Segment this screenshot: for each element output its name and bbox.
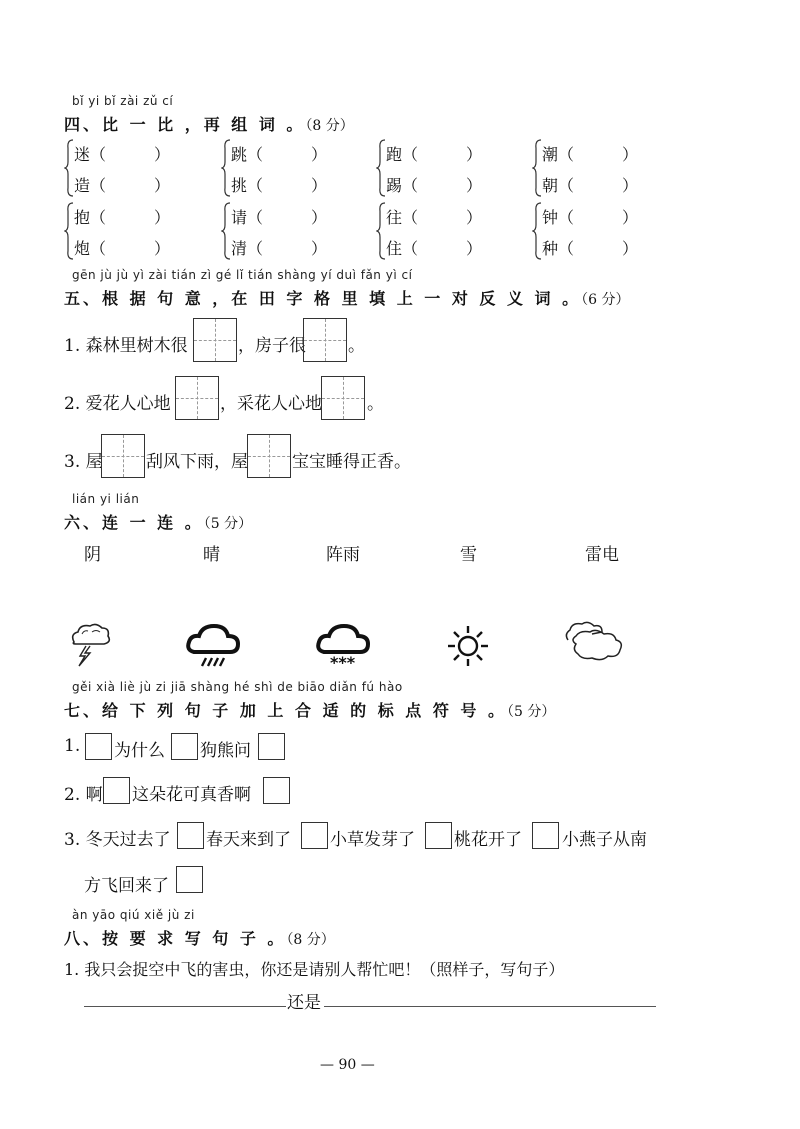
word-answer-blank[interactable] [406,236,464,256]
close-paren: ） [466,208,483,227]
punctuation-box[interactable] [301,822,328,849]
punctuation-box[interactable] [258,733,285,760]
s7-l2-text1: 2. 啊 [64,785,103,805]
compare-char: 潮（ [542,145,575,164]
s4-title-text: 四、比 一 比 ，再 组 词 。 [64,115,306,134]
s5-q3-part1: 3. 屋 [64,452,103,472]
compare-char: 跑（ [386,145,419,164]
s7-score: （5 分） [507,704,556,720]
s6-word-sunny[interactable]: 晴 [203,545,220,565]
close-paren: ） [154,239,171,258]
s8-mid-word: 还是 [287,993,321,1013]
word-answer-blank[interactable] [251,173,309,193]
word-answer-blank[interactable] [406,173,464,193]
brace-icon [64,138,74,202]
s5-q1-part2: ，房子很 [238,336,306,356]
s7-l3-text3: 小草发芽了 [330,830,415,850]
word-answer-blank[interactable] [94,205,152,225]
compare-char: 清（ [231,239,264,258]
punctuation-box[interactable] [176,866,203,893]
tianzige-box[interactable] [321,376,365,420]
s5-q2-part2: ，采花人心地 [220,394,322,414]
s6-title [64,510,252,533]
s5-q2-part1: 2. 爱花人心地 [64,394,171,414]
s7-title [64,698,555,721]
s5-q3-part2: 刮风下雨，屋 [146,452,248,472]
s5-pinyin: gēn jù jù yì zài tián zì gé lǐ tián shàng yí duì fǎn yì cí [72,268,413,282]
s4-score: （8 分） [305,118,354,134]
tianzige-box[interactable] [101,434,145,478]
close-paren: ） [466,145,483,164]
s7-l3-text1: 3. 冬天过去了 [64,830,171,850]
word-answer-blank[interactable] [251,205,309,225]
close-paren: ） [622,239,639,258]
compare-char: 住（ [386,239,419,258]
s7-title-text: 七、给 下 列 句 子 加 上 合 适 的 标 点 符 号 。 [64,701,507,720]
word-answer-blank[interactable] [251,236,309,256]
close-paren: ） [154,208,171,227]
s5-title-text: 五、根 据 句 意 ，在 田 字 格 里 填 上 一 对 反 义 词 。 [64,289,582,308]
tianzige-box[interactable] [175,376,219,420]
close-paren: ） [311,176,328,195]
compare-char: 请（ [231,208,264,227]
compare-char: 朝（ [542,176,575,195]
s5-title [64,286,630,309]
punctuation-box[interactable] [263,777,290,804]
word-answer-blank[interactable] [94,142,152,162]
s8-title [64,926,335,949]
punctuation-box[interactable] [177,822,204,849]
close-paren: ） [154,145,171,164]
compare-char: 跳（ [231,145,264,164]
word-answer-blank[interactable] [94,173,152,193]
tianzige-box[interactable] [193,318,237,362]
s7-l3-text2: 春天来到了 [206,830,291,850]
answer-line[interactable] [324,1006,656,1007]
brace-icon [221,201,231,265]
svg-text:***: *** [330,653,356,670]
s8-pinyin: àn yāo qiú xiě jù zi [72,908,195,922]
compare-char: 造（ [74,176,107,195]
punctuation-box[interactable] [425,822,452,849]
punctuation-box[interactable] [103,777,130,804]
s8-score: （8 分） [286,932,335,948]
s7-l2-text2: 这朵花可真香啊 [132,785,251,805]
punctuation-box[interactable] [85,733,112,760]
tianzige-box[interactable] [303,318,347,362]
brace-icon [376,201,386,265]
s5-score: （6 分） [581,292,630,308]
compare-char: 种（ [542,239,575,258]
close-paren: ） [311,145,328,164]
compare-char: 抱（ [74,208,107,227]
brace-icon [376,138,386,202]
s6-word-snow[interactable]: 雪 [460,545,477,565]
word-answer-blank[interactable] [562,205,620,225]
word-answer-blank[interactable] [251,142,309,162]
word-answer-blank[interactable] [406,205,464,225]
punctuation-box[interactable] [532,822,559,849]
s7-l1-num: 1. [64,736,81,756]
close-paren: ） [154,176,171,195]
close-paren: ） [466,239,483,258]
word-answer-blank[interactable] [406,142,464,162]
word-answer-blank[interactable] [94,236,152,256]
close-paren: ） [311,208,328,227]
snow-cloud-icon[interactable] [316,622,372,670]
s5-q1-part1: 1. 森林里树木很 [64,336,188,356]
s6-word-shower[interactable]: 阵雨 [326,545,360,565]
compare-char: 挑（ [231,176,264,195]
s6-title-text: 六、连 一 连 。 [64,513,204,532]
s6-word-overcast[interactable]: 阴 [84,545,101,565]
word-answer-blank[interactable] [562,142,620,162]
page-number: — 90 — [320,1057,375,1073]
brace-icon [532,201,542,265]
s5-q2-part3: 。 [367,394,384,414]
close-paren: ） [622,208,639,227]
s4-pinyin: bǐ yi bǐ zài zǔ cí [72,94,174,108]
s5-q3-part3: 宝宝睡得正香。 [292,452,411,472]
thunder-cloud-icon[interactable] [66,620,116,670]
word-answer-blank[interactable] [562,173,620,193]
s7-l1-text1: 为什么 [114,741,165,761]
sun-icon[interactable] [446,624,490,668]
close-paren: ） [622,176,639,195]
s7-l1-text2: 狗熊问 [200,741,251,761]
s7-l3-text4: 桃花开了 [454,830,522,850]
s7-l4-text1: 方飞回来了 [84,876,169,896]
s6-score: （5 分） [203,516,253,532]
compare-char: 炮（ [74,239,107,258]
brace-icon [64,201,74,265]
s5-q1-part3: 。 [348,336,365,356]
s8-title-text: 八、按 要 求 写 句 子 。 [64,929,287,948]
s8-q1-prompt: 1. 我只会捉空中飞的害虫，你还是请别人帮忙吧！（照样子，写句子） [64,960,565,979]
compare-char: 往（ [386,208,419,227]
cloudy-icon[interactable] [562,620,626,664]
brace-icon [221,138,231,202]
s7-pinyin: gěi xià liè jù zi jiā shàng hé shì de biāo diǎn fú hào [72,680,403,694]
close-paren: ） [622,145,639,164]
s6-word-thunder[interactable]: 雷电 [585,545,619,565]
answer-line[interactable] [84,1006,286,1007]
punctuation-box[interactable] [171,733,198,760]
close-paren: ） [466,176,483,195]
compare-char: 钟（ [542,208,575,227]
compare-char: 踢（ [386,176,419,195]
s7-l3-text5: 小燕子从南 [562,830,647,850]
brace-icon [532,138,542,202]
tianzige-box[interactable] [247,434,291,478]
close-paren: ） [311,239,328,258]
s4-title [64,112,354,135]
compare-char: 迷（ [74,145,107,164]
rain-cloud-icon[interactable] [186,622,242,670]
s6-pinyin: lián yi lián [72,492,140,506]
word-answer-blank[interactable] [562,236,620,256]
